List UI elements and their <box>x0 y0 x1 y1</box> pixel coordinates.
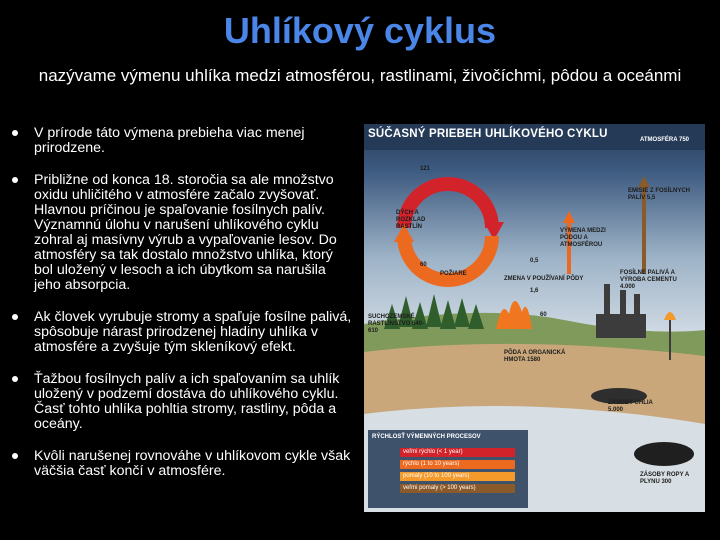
bullet-item <box>12 372 352 432</box>
slide-subtitle: nazývame výmenu uhlíka medzi atmosférou, rastlinami, živočíchmi, pôdou a oceánmi <box>38 66 682 85</box>
bullet-dot <box>12 453 18 459</box>
legend-row-very-slow: veľmi pomaly (> 100 years) <box>400 484 515 493</box>
bullet-text: V prírode táto výmena prebieha viac menej prirodzene. <box>34 125 305 156</box>
label-terrestrial-plants: SUCHOZEMSKÉ RASTLINSTVO 540-610 <box>368 314 425 334</box>
label-soil-organic: PÔDA A ORGANICKÁ HMOTA 1580 <box>504 350 566 363</box>
label-1-6: 1,6 <box>530 288 539 294</box>
bullet-item <box>12 310 352 355</box>
legend-row-very-fast: veľmi rýchlo (< 1 year) <box>400 448 515 457</box>
label-coal-reserves: ZÁSOBY UHLIA 5.000 <box>608 400 653 413</box>
bullet-dot <box>12 314 18 320</box>
bullet-dot <box>12 376 18 382</box>
bullet-list <box>12 126 352 496</box>
label-60b: 60 <box>540 312 547 318</box>
bullet-dot <box>12 177 18 183</box>
oil-reservoir <box>634 442 694 466</box>
bullet-item <box>12 449 352 479</box>
legend-box <box>368 430 528 508</box>
label-atmosphere: ATMOSFÉRA 750 <box>640 137 690 143</box>
bullet-text: Ťažbou fosílnych palív a ich spaľovaním sa uhlík uložený v podzemí dostáva do uhlíkového cyklu. Časť tohto uhlíka pohltia stromy, rastliny, pôda a oceány. <box>34 371 340 432</box>
bullet-text: Kvôli narušenej rovnováhe v uhlíkovom cykle však väčšia časť končí v atmosfére. <box>34 448 351 479</box>
bullet-text: Približne od konca 18. storočia sa ale množstvo oxidu uhličitého v atmosfére začalo zvyšovať. Hlavnou príčinou je spaľovanie fosílnych palív. Významnú úlohu v narušení uhlíkového cyklu zohral aj masívny výrub a vypaľovanie lesov. Do atmosféry sa tak dostalo množstvo uhlíka, ktorý bol uložený v lesoch a ich úbytkom sa narušila jeho absorpcia. <box>34 172 337 293</box>
bullet-dot <box>12 130 18 136</box>
label-fires: POŽIARE <box>440 271 467 277</box>
label-fossil-fuels: FOSÍLNE PALIVÁ A VÝROBA CEMENTU 4.000 <box>620 270 677 290</box>
label-0-5: 0,5 <box>530 258 539 264</box>
label-plant-respiration: DÝCH A ROZKLAD RASTLÍN <box>396 210 426 230</box>
slide-title: Uhlíkový cyklus <box>223 10 497 51</box>
legend-row-fast: rýchlo (1 to 10 years) <box>400 460 515 469</box>
label-121: 121 <box>420 166 431 172</box>
label-60: 60 <box>420 262 427 268</box>
legend-row-slow: pomaly (10 to 100 years) <box>400 472 515 481</box>
oil-rig-icon <box>669 320 671 360</box>
figure-title: SÚČASNÝ PRIEBEH UHLÍKOVÉHO CYKLU <box>368 128 608 140</box>
label-land-use: ZMENA V POUŽÍVANÍ PÔDY <box>504 276 584 282</box>
bullet-item <box>12 126 352 156</box>
carbon-cycle-diagram <box>364 124 705 512</box>
label-soil-exchange: VÝMENA MEDZI PÔDOU A ATMOSFÉROU <box>560 228 606 248</box>
label-emissions: EMISIE Z FOSÍLNYCH PALÍV 5,5 <box>628 188 691 201</box>
bullet-item <box>12 173 352 293</box>
legend-title: RÝCHLOSŤ VÝMENNÝCH PROCESOV <box>372 434 481 440</box>
bullet-text: Ak človek vyrubuje stromy a spaľuje fosílne palivá, spôsobuje nárast prirodzenej hladiny uhlíka v atmosfére a zvyšuje tým skleníkový efekt. <box>34 309 352 355</box>
label-oil-gas-reserves: ZÁSOBY ROPY A PLYNU 300 <box>640 472 690 485</box>
